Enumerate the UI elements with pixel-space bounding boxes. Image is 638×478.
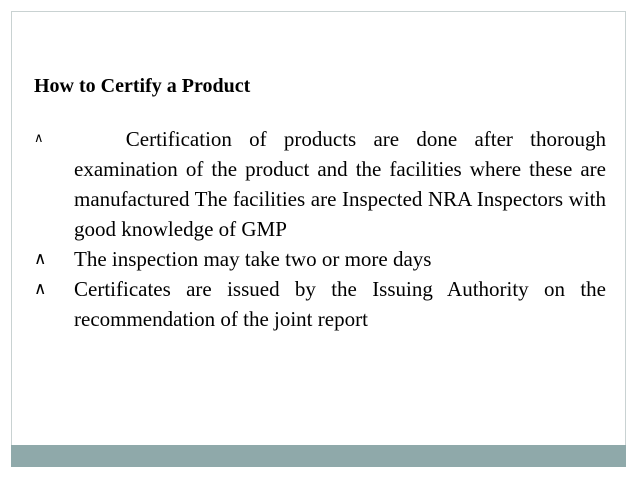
bullet-item: [34, 244, 606, 274]
caret-up-icon: ∧: [34, 279, 47, 299]
bullet-list: [34, 124, 606, 334]
bullet-text: The inspection may take two or more days: [74, 247, 432, 271]
slide-footer-bar: [11, 445, 626, 467]
bullet-text: Certification of products are done after thorough examination of the product and the facilities where these are manufactured The facilities are Inspected NRA Inspectors with good knowledge of GMP: [74, 127, 606, 241]
caret-up-icon: ∧: [34, 249, 47, 269]
slide-title: How to Certify a Product: [34, 75, 251, 97]
bullet-item: [34, 274, 606, 334]
bullet-text: Certificates are issued by the Issuing Authority on the recommendation of the joint report: [74, 277, 606, 331]
bullet-item: [34, 124, 606, 244]
caret-up-icon: ∧: [34, 131, 44, 146]
